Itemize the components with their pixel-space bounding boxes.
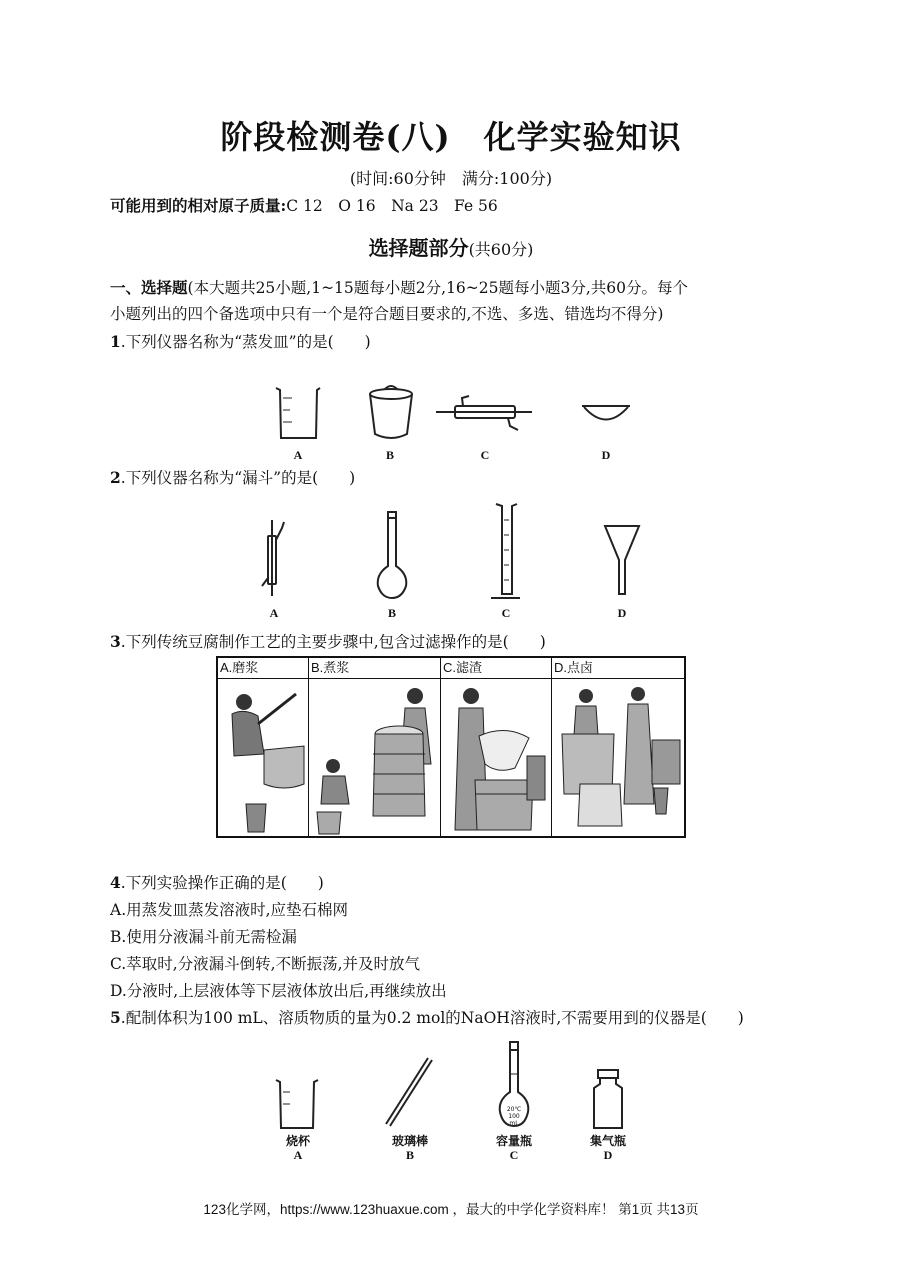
question-text: .下列仪器名称为“漏斗”的是( )	[120, 469, 356, 487]
page-footer: 123化学网，https://www.123huaxue.com ，最大的中学化学资料库！ 第1页 共13页	[203, 1202, 699, 1217]
instructions-text-1: (本大题共25小题,1~15题每小题2分,16~25题每小题3分,共60分。每个	[187, 279, 689, 297]
q5-name-d: 集气瓶	[589, 1134, 626, 1148]
instructions-line-2: 小题列出的四个备选项中只有一个是符合题目要求的,不选、多选、错选均不得分)	[110, 305, 664, 323]
q5-option-a: A	[293, 1148, 303, 1162]
question-number: 5	[110, 1008, 121, 1027]
section-note: (共60分)	[468, 240, 534, 259]
q4-choice-d: D.分液时,上层液体等下层液体放出后,再继续放出	[110, 982, 447, 1000]
section-title: 选择题部分	[368, 236, 469, 260]
tofu-step-label: D.点卤	[552, 658, 684, 679]
exam-time-score: (时间:60分钟 满分:100分)	[349, 169, 553, 188]
question-number: 2	[110, 468, 121, 487]
tofu-step-label: C.滤渣	[441, 658, 551, 679]
q5-option-d: D	[603, 1148, 613, 1162]
flask-marking-volume: 100 mL	[508, 1113, 520, 1127]
question-number: 3	[110, 632, 121, 651]
q4-choice-c: C.萃取时,分液漏斗倒转,不断振荡,并及时放气	[110, 955, 421, 973]
tofu-step-label: B.煮浆	[309, 658, 440, 679]
q5-name-b: 玻璃棒	[391, 1134, 428, 1148]
q5-name-c: 容量瓶	[495, 1134, 532, 1148]
q1-option-d: D	[601, 448, 611, 462]
q5-option-c: C	[509, 1148, 519, 1162]
q2-option-c: C	[501, 606, 511, 620]
glass-rod-icon	[386, 1058, 432, 1126]
q2-option-a: A	[269, 606, 279, 620]
question-text: .下列传统豆腐制作工艺的主要步骤中,包含过滤操作的是( )	[120, 633, 546, 651]
atomic-masses-label: 可能用到的相对原子质量:	[110, 196, 287, 215]
q2-option-d: D	[617, 606, 627, 620]
flask-marking-temp: 20℃	[506, 1106, 522, 1113]
atomic-masses-values: C 12 O 16 Na 23 Fe 56	[286, 197, 498, 215]
question-text: .下列实验操作正确的是( )	[120, 874, 324, 892]
q4-choice-a: A.用蒸发皿蒸发溶液时,应垫石棉网	[110, 901, 349, 919]
flask-marking	[504, 1106, 524, 1127]
q2-option-b: B	[387, 606, 396, 620]
tofu-step-label: A.磨浆	[218, 658, 308, 679]
q1-option-a: A	[293, 448, 303, 462]
question-number: 4	[110, 873, 121, 892]
question-text: .配制体积为100 mL、溶质物质的量为0.2 mol的NaOH溶液时,不需要用到的仪器是( )	[120, 1009, 744, 1027]
q1-option-b: B	[385, 448, 394, 462]
q4-choice-b: B.使用分液漏斗前无需检漏	[110, 928, 297, 946]
q5-option-b: B	[405, 1148, 414, 1162]
instructions-prefix: 一、选择题	[110, 278, 188, 297]
beaker-icon	[276, 1080, 318, 1128]
question-text: .下列仪器名称为“蒸发皿”的是( )	[120, 333, 371, 351]
gas-jar-icon	[594, 1070, 622, 1128]
q5-name-a: 烧杯	[285, 1134, 310, 1148]
question-number: 1	[110, 332, 121, 351]
q1-option-c: C	[480, 448, 490, 462]
page-title: 阶段检测卷(八) 化学实验知识	[220, 118, 682, 156]
